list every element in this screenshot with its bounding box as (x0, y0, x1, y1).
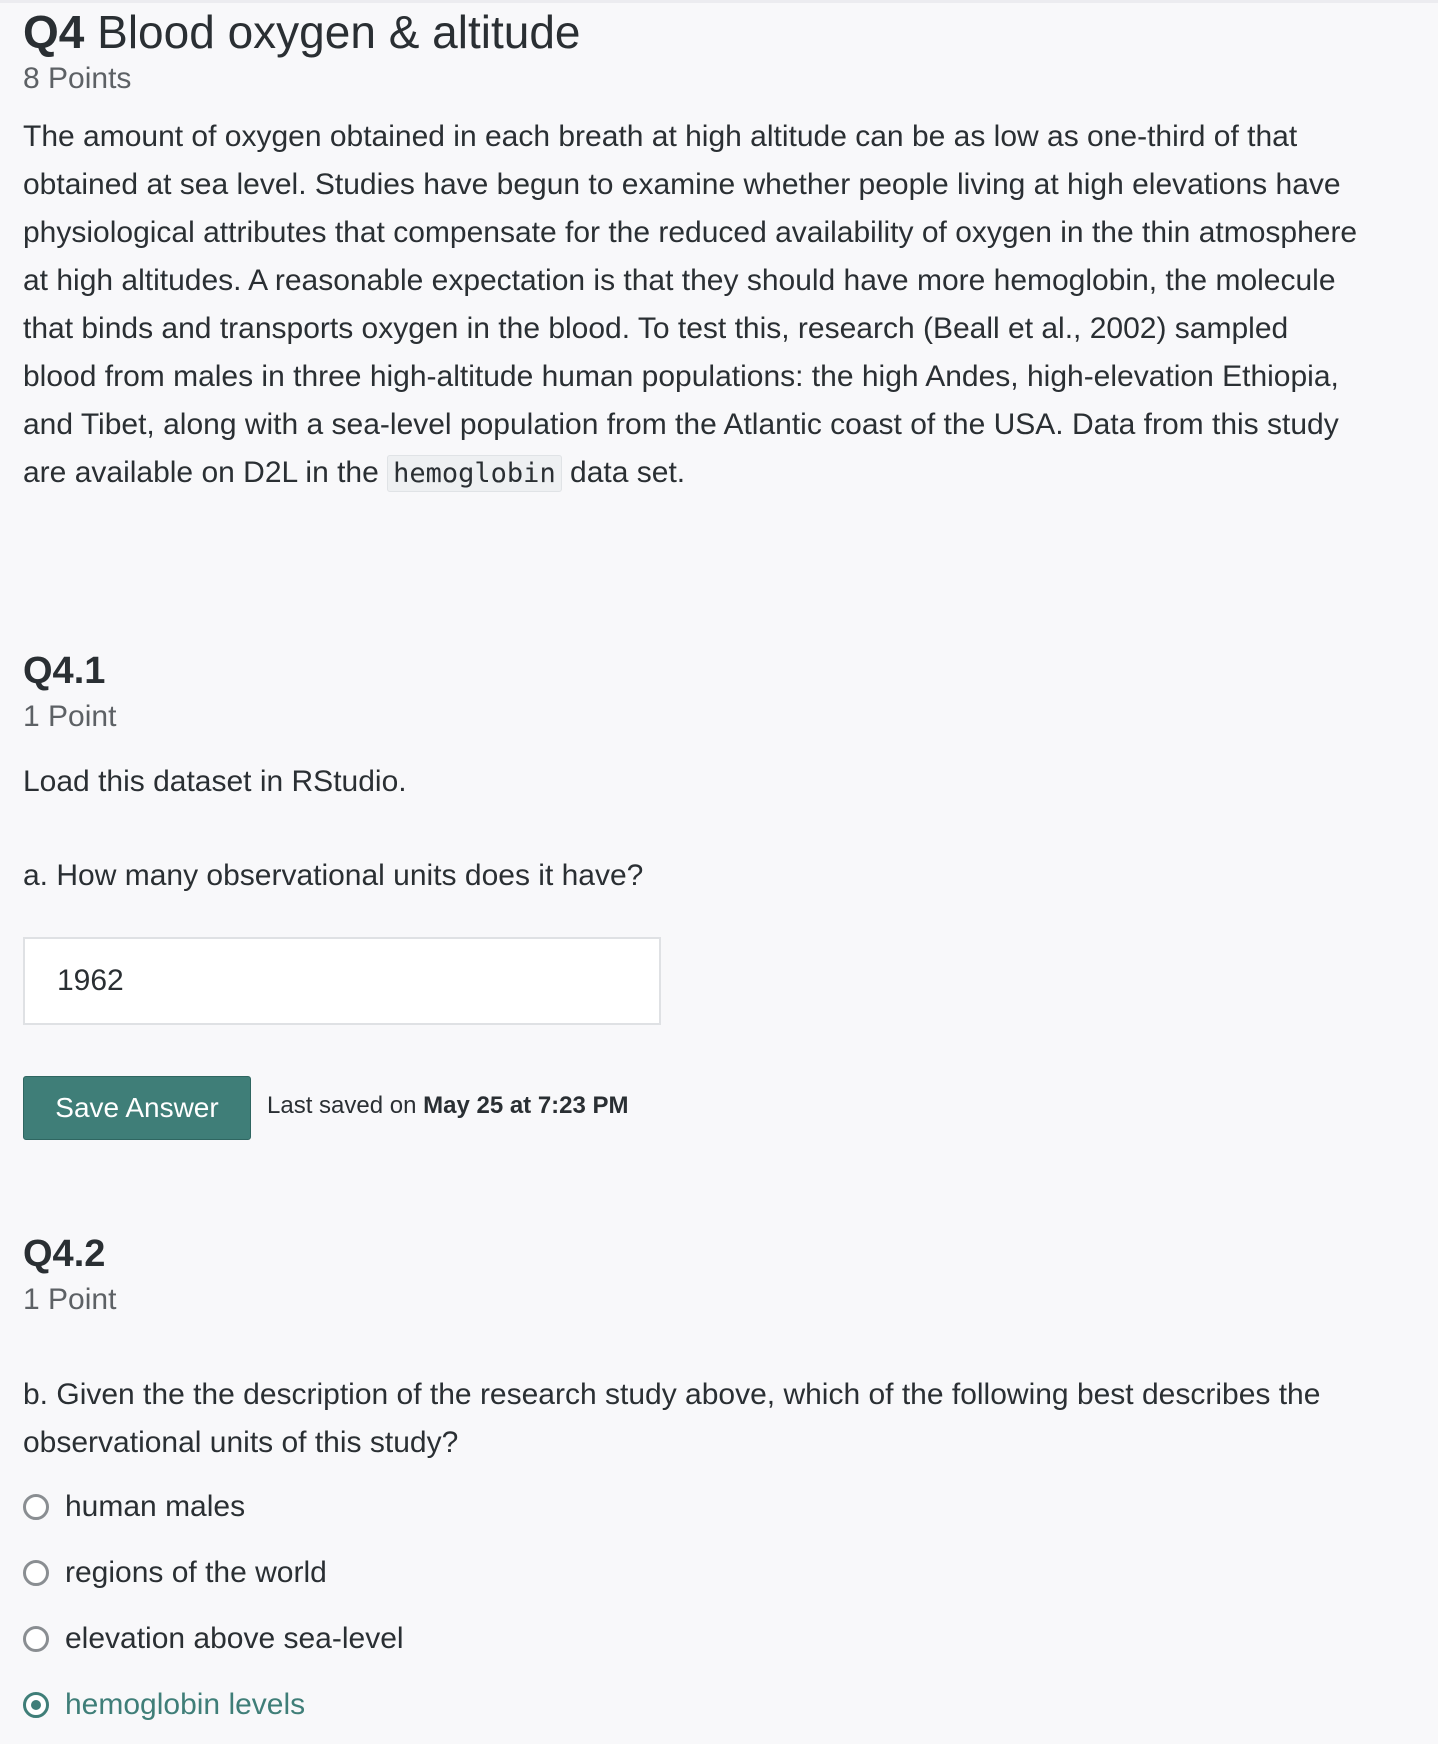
radio-unchecked-icon[interactable] (23, 1626, 49, 1652)
q41-instruction: Load this dataset in RStudio. (23, 765, 407, 798)
option-label: regions of the world (65, 1556, 327, 1589)
q42-prompt: b. Given the the description of the research study above, which of the following best describes the observational units of this study? (23, 1378, 1321, 1459)
last-saved-time: May 25 at 7:23 PM (423, 1092, 629, 1119)
description-text: The amount of oxygen obtained in each breath at high altitude can be as low as one-third of that obtained at sea level. Studies have begun to examine whether people living at high elevations have physiological attributes that compensate for the reduced availability of oxygen in the thin atmosphere at high altitudes. A reasonable expectation is that they should have more hemoglobin, the molecule that binds and transports oxygen in the blood. To test this, research (Beall et al., 2002) sampled blood from males in three high-altitude human populations: the high Andes, high-elevation Ethiopia, and Tibet, along with a sea-level population from the Atlantic coast of the USA. Data from this study are available on D2L in the (23, 120, 1358, 489)
option-hemoglobin-levels[interactable] (23, 1685, 305, 1725)
subquestion-points-q42: 1 Point (23, 1283, 117, 1316)
save-answer-button[interactable]: Save Answer (23, 1076, 251, 1140)
dataset-code: hemoglobin (387, 455, 562, 492)
q41-prompt: a. How many observational units does it have? (23, 859, 644, 892)
subquestion-points-q41: 1 Point (23, 700, 117, 733)
option-label: human males (65, 1490, 246, 1523)
option-regions-of-the-world[interactable] (23, 1553, 327, 1593)
radio-checked-icon[interactable] (23, 1692, 49, 1718)
last-saved-status (267, 1090, 629, 1122)
option-label: elevation above sea-level (65, 1622, 404, 1655)
question-number: Q4 (23, 6, 85, 58)
radio-unchecked-icon[interactable] (23, 1560, 49, 1586)
option-elevation-above-sea-level[interactable] (23, 1619, 404, 1659)
option-human-males[interactable] (23, 1487, 245, 1527)
top-divider (0, 0, 1438, 3)
question-points: 8 Points (23, 62, 132, 95)
subquestion-title-q41: Q4.1 (23, 650, 106, 692)
question-title-text: Blood oxygen & altitude (97, 6, 581, 58)
subquestion-title-q42: Q4.2 (23, 1233, 106, 1275)
answer-input[interactable] (23, 937, 661, 1025)
radio-unchecked-icon[interactable] (23, 1494, 49, 1520)
question-title (23, 4, 581, 60)
question-description (23, 113, 1363, 498)
last-saved-prefix: Last saved on (267, 1092, 417, 1119)
option-label-selected: hemoglobin levels (65, 1688, 306, 1721)
description-text-end: data set. (570, 456, 686, 489)
